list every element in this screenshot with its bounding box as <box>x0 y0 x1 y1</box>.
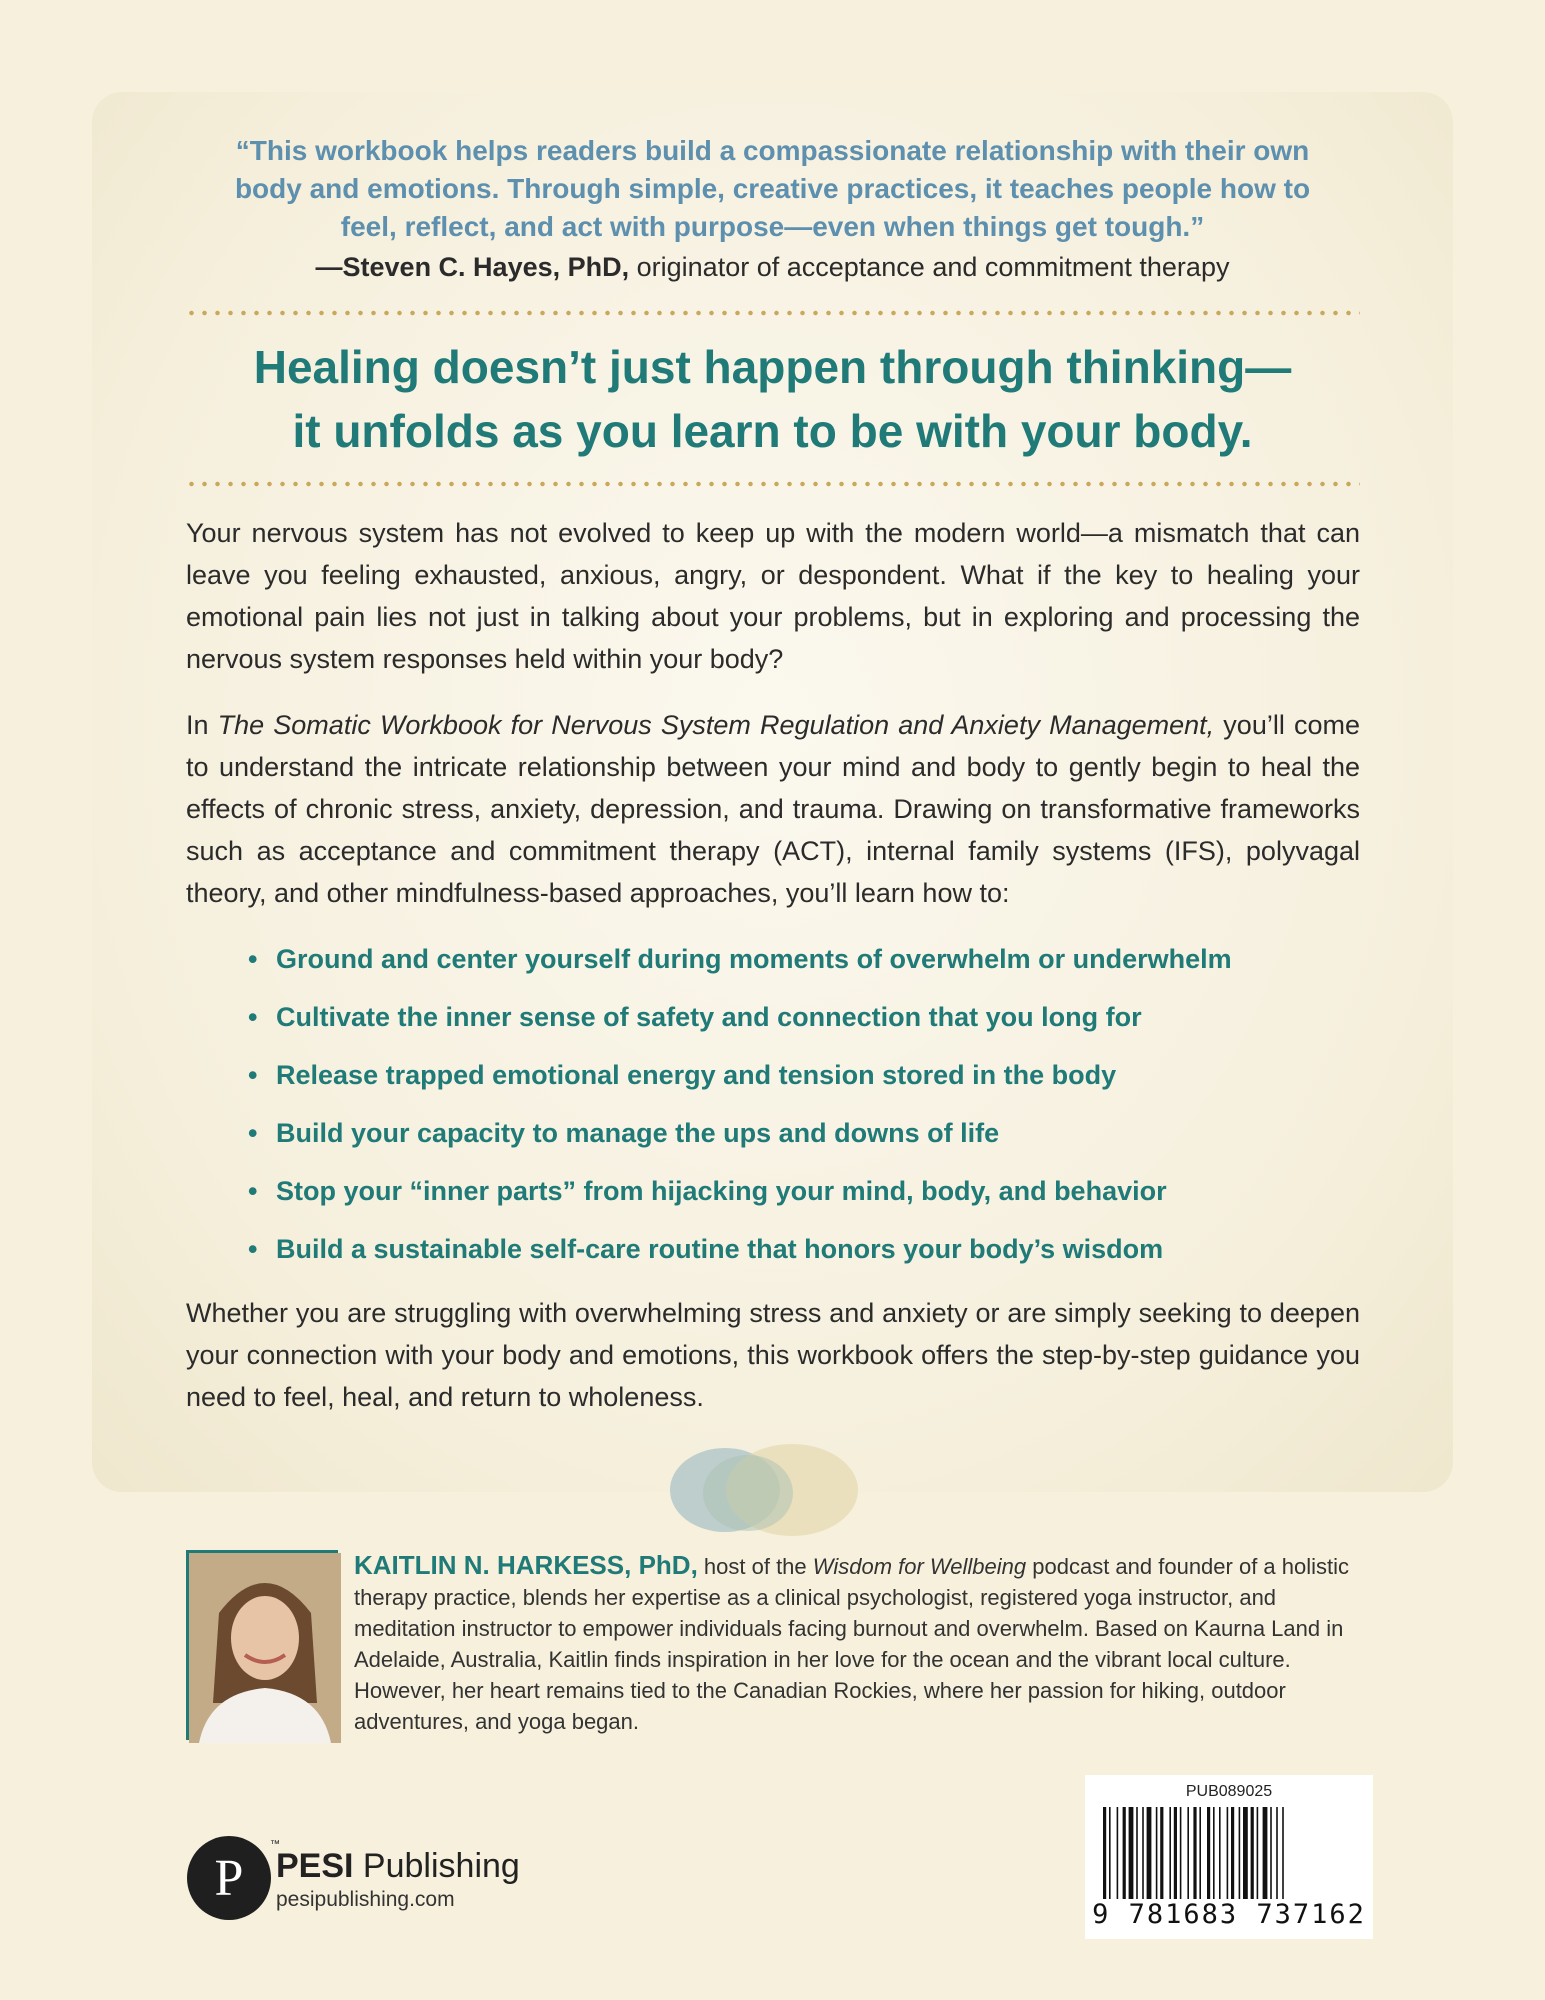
endorsement-attribution <box>92 248 1453 286</box>
description-paragraph-3: Whether you are struggling with overwhelming stress and anxiety or are simply seeking to deepen your connection with your body and emotions, this workbook offers the step-by-step guidance you need to feel, heal, and return to wholeness. <box>186 1298 1360 1412</box>
product-code: PUB089025 <box>1185 1783 1273 1800</box>
paragraph-2-intro: In <box>186 710 218 740</box>
description-paragraph-1: Your nervous system has not evolved to keep up with the modern world—a mismatch that can leave you feeling exhausted, anxious, angry, or despondent. What if the key to healing your emotional pain lies not just in talking about your problems, but in exploring and processing the nervous system responses held within your body? <box>186 518 1360 674</box>
logo-letter: P <box>214 1850 244 1907</box>
benefit-item: • Ground and center yourself during moments of overwhelm or underwhelm <box>186 938 1360 980</box>
barcode-icon <box>1103 1807 1355 1899</box>
headline-line-2: it unfolds as you learn to be with your body. <box>292 405 1253 457</box>
author-portrait-icon <box>189 1553 341 1743</box>
description <box>186 512 1360 1442</box>
book-title: The Somatic Workbook for Nervous System Regulation and Anxiety Management, <box>217 710 1215 740</box>
endorsement-quote: “This workbook helps readers build a compassionate relationship with their own body and emotions. Through simple, creative practices, it teaches people how to feel, reflect, and act with purpose—even when things get tough.” <box>234 135 1311 242</box>
bio-text <box>354 1550 1354 1737</box>
isbn-number: 9 781683 737162 <box>1092 1899 1366 1930</box>
trademark-mark: ™ <box>270 1839 280 1850</box>
podcast-title: Wisdom for Wellbeing <box>812 1554 1027 1579</box>
description-paragraph-2 <box>186 704 1360 914</box>
publisher-name-bold: PESI <box>276 1847 354 1885</box>
barcode <box>1085 1775 1373 1939</box>
endorsement <box>92 132 1453 286</box>
endorsement-author-desc: originator of acceptance and commitment therapy <box>629 252 1230 282</box>
benefit-item: • Stop your “inner parts” from hijacking your mind, body, and behavior <box>186 1170 1360 1212</box>
benefit-item: • Build your capacity to manage the ups and downs of life <box>186 1112 1360 1154</box>
publisher-url: pesipublishing.com <box>276 1888 455 1911</box>
publisher-text <box>276 1847 520 1912</box>
pesi-logo-icon <box>186 1835 280 1921</box>
endorsement-author: —Steven C. Hayes, PhD, <box>315 252 630 282</box>
paragraph-2-rest: you’ll come to understand the intricate relationship between your mind and body to gently begin to heal the effects of chronic stress, anxiety, depression, and trauma. Drawing on transformative frameworks such as acceptance and commitment therapy (ACT), internal family systems (IFS), polyvagal theory, and other mindfulness-based approaches, you’ll learn how to: <box>186 710 1360 908</box>
bio-text-1: host of the <box>697 1554 813 1579</box>
benefit-item: • Cultivate the inner sense of safety and connection that you long for <box>186 996 1360 1038</box>
headline <box>92 335 1453 463</box>
publisher-logo <box>186 1835 546 1935</box>
publisher-name <box>276 1847 520 1886</box>
benefit-list <box>186 938 1360 1270</box>
author-name: KAITLIN N. HARKESS, PhD, <box>354 1550 698 1580</box>
author-photo <box>186 1550 338 1740</box>
headline-line-1: Healing doesn’t just happen through thinking— <box>253 341 1292 393</box>
content-panel <box>92 92 1453 1492</box>
benefit-item: • Release trapped emotional energy and tension stored in the body <box>186 1054 1360 1096</box>
publisher-name-rest: Publishing <box>353 1847 520 1885</box>
dotted-divider-top <box>185 310 1360 316</box>
dotted-divider-bottom <box>185 481 1360 487</box>
decorative-circles-icon <box>670 1445 860 1545</box>
benefit-item: • Build a sustainable self-care routine that honors your body’s wisdom <box>186 1228 1360 1270</box>
bio-text-2: podcast and founder of a holistic therapy practice, blends her expertise as a clinical psychologist, registered yoga instructor, and meditation instructor to empower individuals facing burnout and overwhelm. Based on Kaurna Land in Adelaide, Australia, Kaitlin finds inspiration in her love for the ocean and the vibrant local culture. However, her heart remains tied to the Canadian Rockies, where her passion for hiking, outdoor adventures, and yoga began. <box>354 1554 1350 1734</box>
